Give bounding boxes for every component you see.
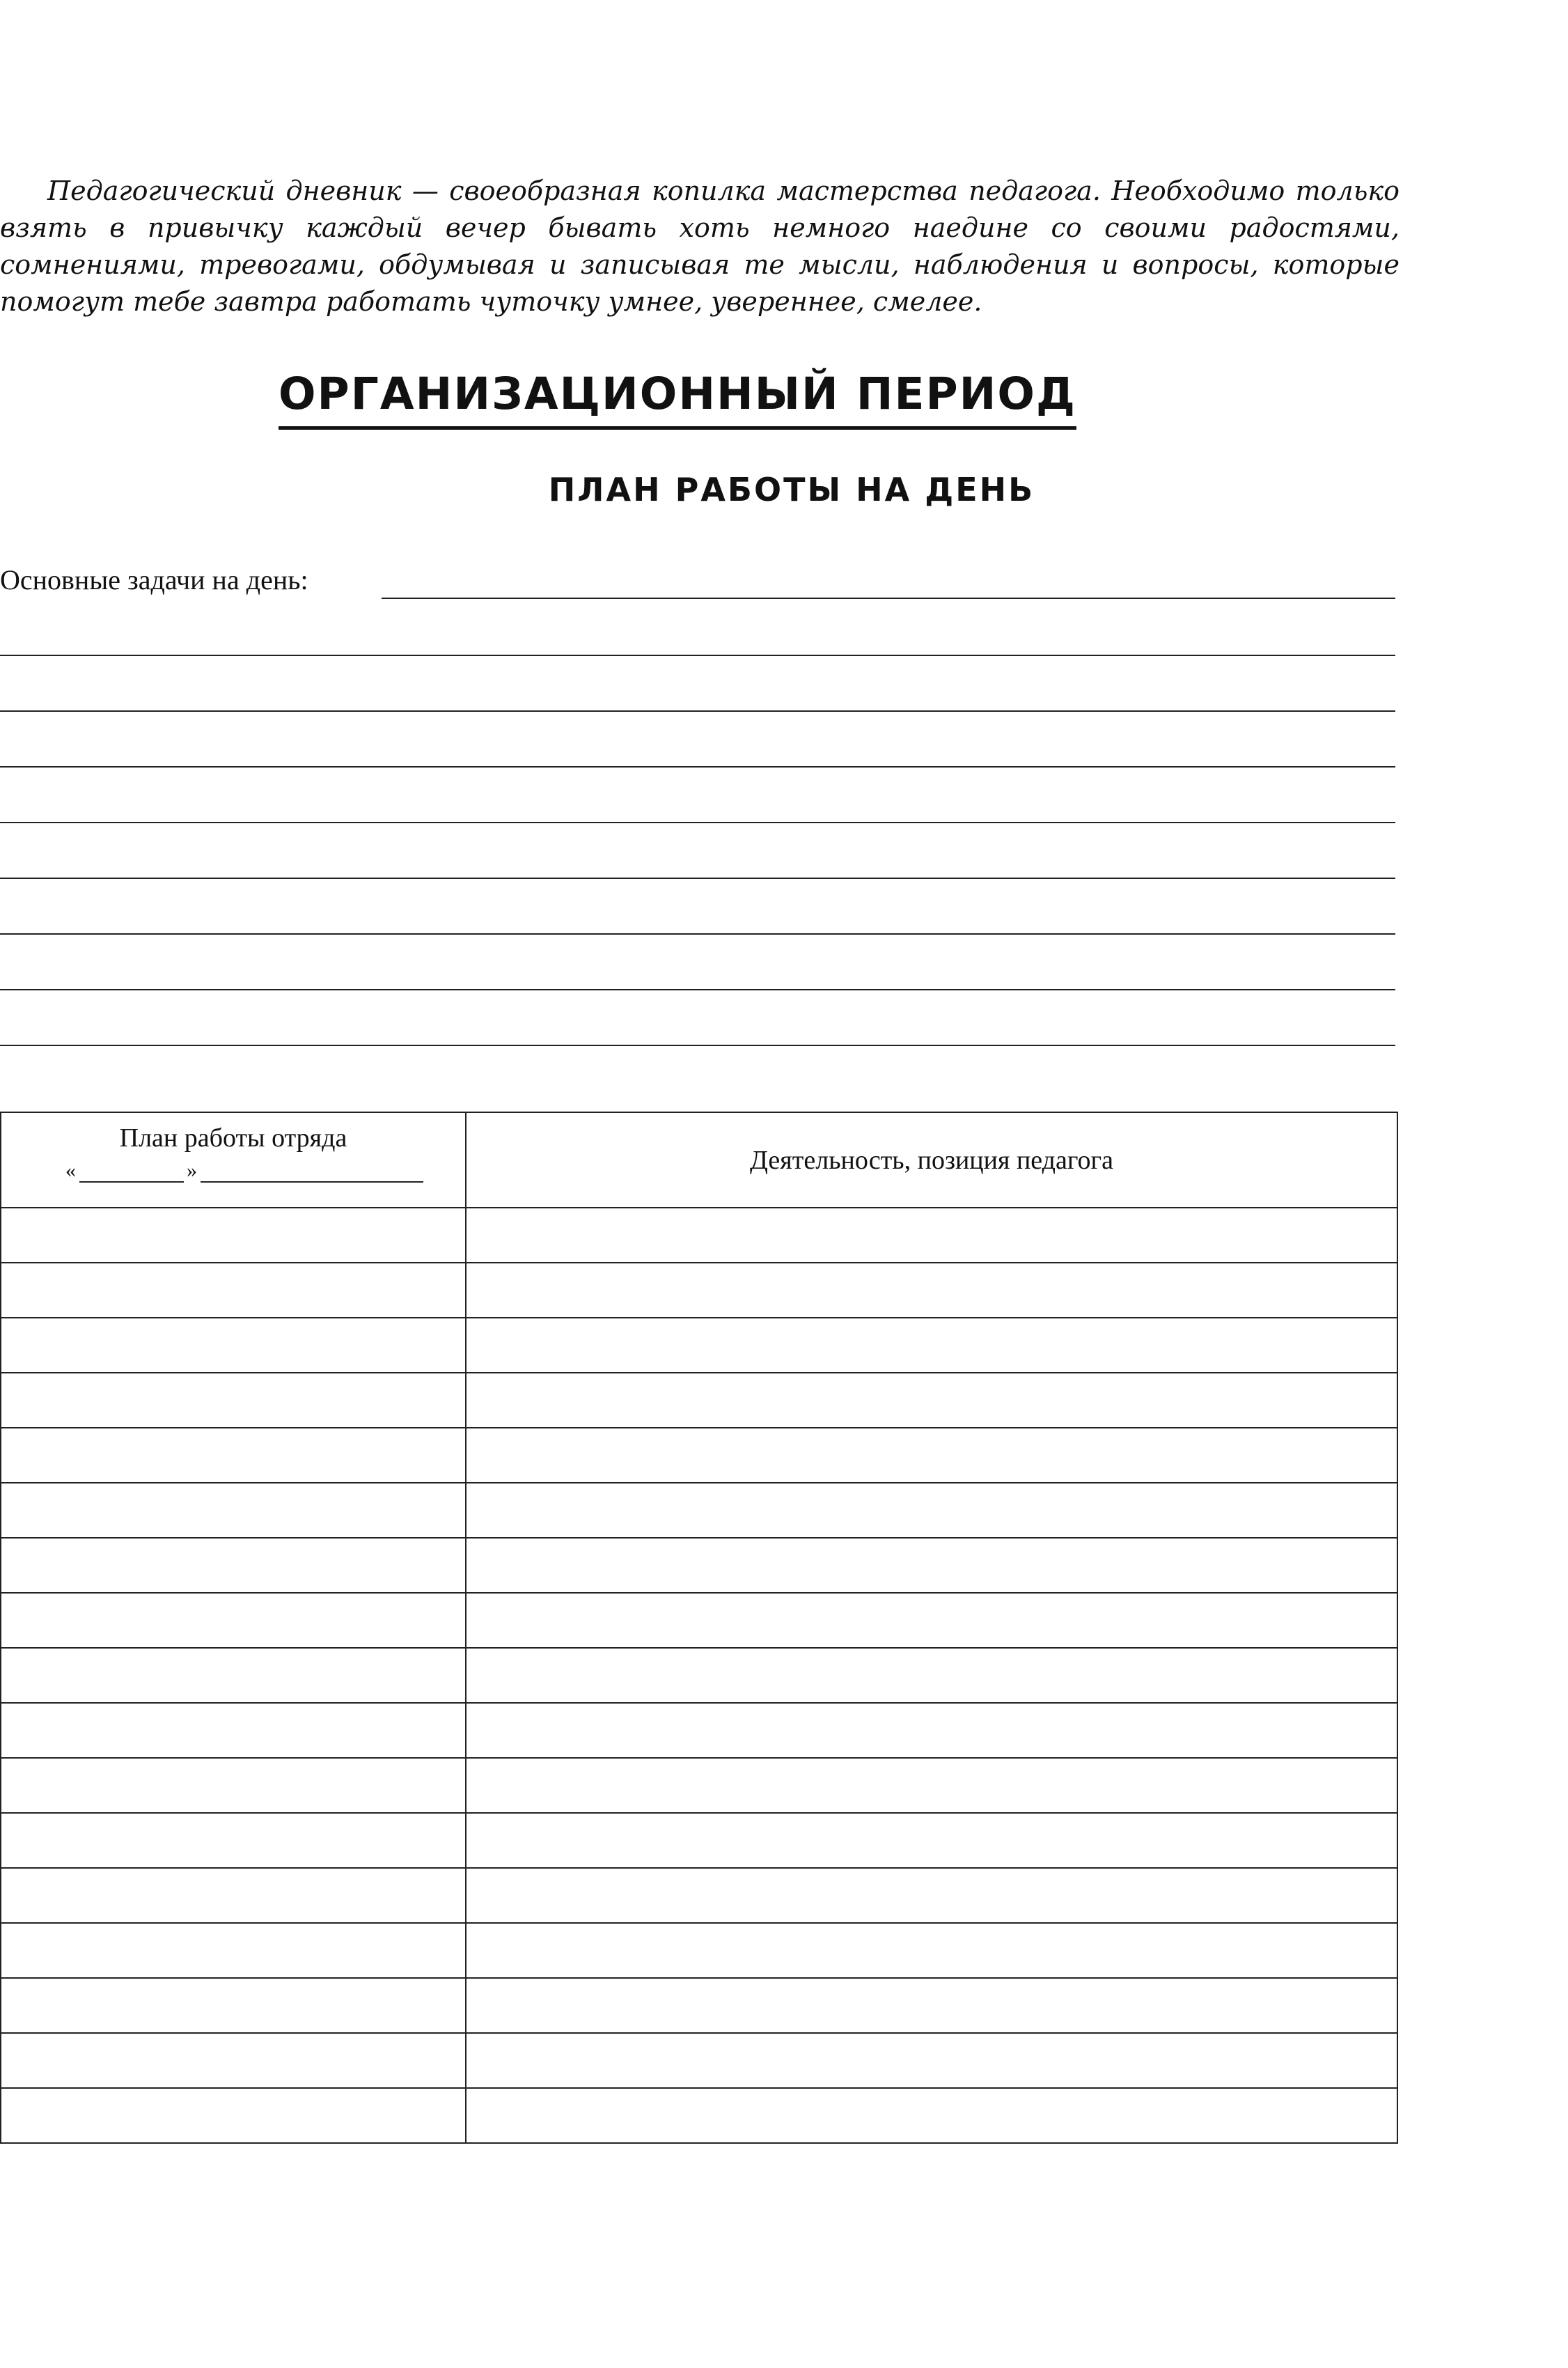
intro-text: Педагогический дневник — своеобразная копилка мастерства педагога. Необходимо только взять в привычку каждый вечер бывать хоть немного наедине со своими радостями, сомнениями, тревогами, обдумывая и записывая те мысли, наблюдения и вопросы, которые помогут тебе завтра работать чуточку умнее, увереннее, смелее. xyxy=(0,176,1400,317)
activity-cell[interactable] xyxy=(466,1813,1397,1868)
activity-cell[interactable] xyxy=(466,1868,1397,1923)
col-activity-title: Деятельность, позиция педагога xyxy=(750,1145,1113,1175)
table-row xyxy=(1,1758,1397,1813)
activity-cell[interactable] xyxy=(466,2033,1397,2088)
plan-cell[interactable] xyxy=(1,1703,466,1758)
plan-cell[interactable] xyxy=(1,1648,466,1703)
task-line[interactable] xyxy=(0,710,1395,712)
table-header-row xyxy=(1,1112,1397,1208)
activity-cell[interactable] xyxy=(466,1648,1397,1703)
activity-cell[interactable] xyxy=(466,1318,1397,1373)
plan-cell[interactable] xyxy=(1,1483,466,1538)
plan-cell[interactable] xyxy=(1,1538,466,1593)
plan-cell[interactable] xyxy=(1,1208,466,1263)
table-row xyxy=(1,1868,1397,1923)
date-open-quote: « xyxy=(65,1159,77,1182)
table-row xyxy=(1,1593,1397,1648)
table-row xyxy=(1,1648,1397,1703)
plan-cell[interactable] xyxy=(1,2033,466,2088)
page-subheading: ПЛАН РАБОТЫ НА ДЕНЬ xyxy=(548,471,1035,508)
col-activity-header xyxy=(466,1112,1397,1208)
activity-cell[interactable] xyxy=(466,1538,1397,1593)
table-row xyxy=(1,1208,1397,1263)
activity-cell[interactable] xyxy=(466,1428,1397,1483)
activity-cell[interactable] xyxy=(466,1978,1397,2033)
table-row xyxy=(1,1263,1397,1318)
activity-cell[interactable] xyxy=(466,1263,1397,1318)
table-row xyxy=(1,1978,1397,2033)
table-row xyxy=(1,1483,1397,1538)
table-row xyxy=(1,1923,1397,1978)
task-line[interactable] xyxy=(0,1045,1395,1046)
task-line[interactable] xyxy=(0,933,1395,935)
task-line[interactable] xyxy=(0,655,1395,656)
activity-cell[interactable] xyxy=(466,1758,1397,1813)
table-row xyxy=(1,1428,1397,1483)
activity-cell[interactable] xyxy=(466,1483,1397,1538)
table-row xyxy=(1,1373,1397,1428)
plan-cell[interactable] xyxy=(1,1978,466,2033)
plan-cell[interactable] xyxy=(1,1923,466,1978)
activity-cell[interactable] xyxy=(466,1593,1397,1648)
task-line[interactable] xyxy=(382,598,1395,599)
plan-cell[interactable] xyxy=(1,1593,466,1648)
date-month-blank[interactable] xyxy=(201,1181,423,1183)
work-plan-table xyxy=(0,1112,1398,2144)
table-row xyxy=(1,1318,1397,1373)
plan-cell[interactable] xyxy=(1,1868,466,1923)
task-line[interactable] xyxy=(0,989,1395,990)
intro-paragraph xyxy=(0,173,1400,320)
task-line[interactable] xyxy=(0,822,1395,823)
activity-cell[interactable] xyxy=(466,1208,1397,1263)
plan-cell[interactable] xyxy=(1,2088,466,2143)
date-day-blank[interactable] xyxy=(79,1181,184,1183)
page-heading: ОРГАНИЗАЦИОННЫЙ ПЕРИОД xyxy=(279,366,1076,430)
table-row xyxy=(1,1813,1397,1868)
plan-cell[interactable] xyxy=(1,1318,466,1373)
table-row xyxy=(1,2088,1397,2143)
col-plan-title: План работы отряда xyxy=(119,1123,347,1153)
task-line[interactable] xyxy=(0,766,1395,768)
task-line[interactable] xyxy=(0,878,1395,879)
date-close-quote: » xyxy=(187,1159,198,1182)
plan-cell[interactable] xyxy=(1,1428,466,1483)
col-plan-header xyxy=(1,1112,466,1208)
plan-cell[interactable] xyxy=(1,1373,466,1428)
activity-cell[interactable] xyxy=(466,2088,1397,2143)
activity-cell[interactable] xyxy=(466,1703,1397,1758)
activity-cell[interactable] xyxy=(466,1373,1397,1428)
activity-cell[interactable] xyxy=(466,1923,1397,1978)
tasks-label: Основные задачи на день: xyxy=(0,564,308,595)
plan-cell[interactable] xyxy=(1,1263,466,1318)
plan-cell[interactable] xyxy=(1,1758,466,1813)
table-row xyxy=(1,1538,1397,1593)
date-field[interactable] xyxy=(65,1159,423,1183)
table-row xyxy=(1,2033,1397,2088)
table-row xyxy=(1,1703,1397,1758)
plan-cell[interactable] xyxy=(1,1813,466,1868)
